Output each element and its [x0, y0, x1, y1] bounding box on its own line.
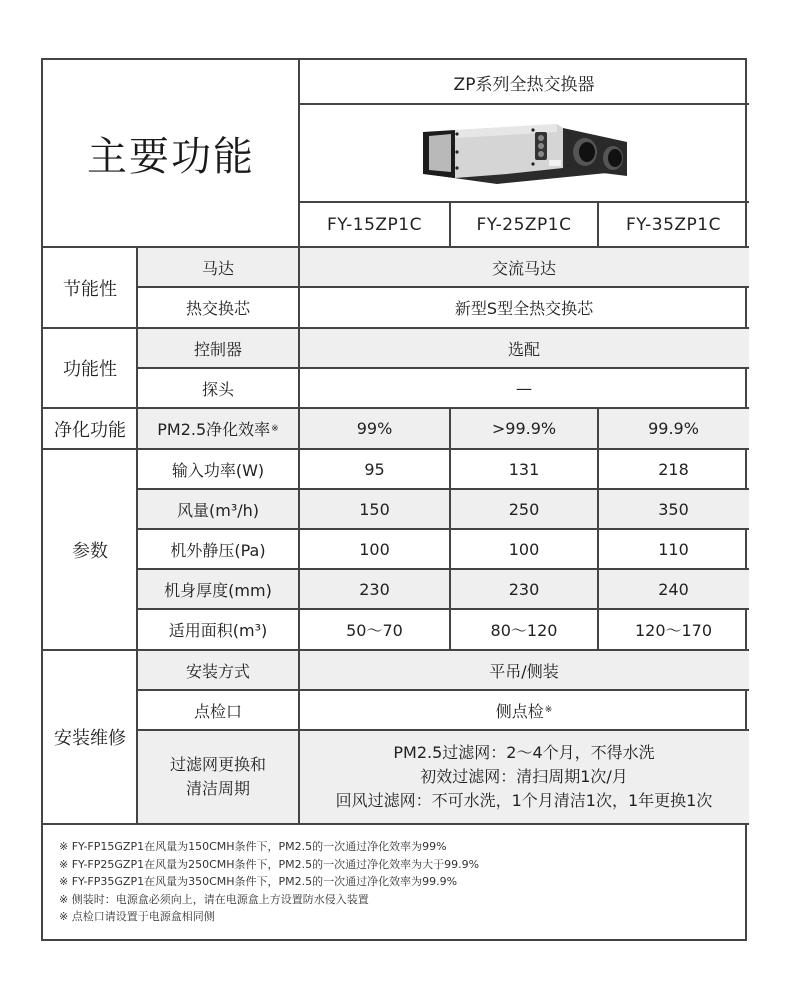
- row-value-install-method: 平吊/侧装: [489, 661, 559, 681]
- group-install-label: 安装维修: [54, 728, 126, 749]
- row-label-inspection: 点检口: [193, 701, 242, 721]
- thickness-value-2: 230: [508, 579, 540, 599]
- row-value-inspection: [299, 690, 749, 730]
- thickness-value-3: 240: [658, 579, 689, 599]
- model-header-3: FY-35ZP1C: [626, 214, 721, 235]
- footnote-mark: ※: [544, 705, 553, 715]
- group-params-label: 参数: [72, 540, 108, 562]
- filter-line-pm25: PM2.5过滤网：2～4个月，不得水洗: [393, 743, 655, 762]
- divider: [137, 689, 749, 691]
- footnote-4: ※ 侧装时：电源盒必须向上，请在电源盒上方设置防水侵入装置: [59, 892, 369, 906]
- model-header-1: FY-15ZP1C: [327, 214, 422, 235]
- row-label-airflow: 风量(m³/h): [176, 500, 260, 520]
- model-header-2: FY-25ZP1C: [476, 214, 572, 235]
- pm25-value-3: 99.9%: [648, 419, 699, 438]
- row-label-thickness: 机身厚度(mm): [164, 580, 272, 600]
- pressure-value-3: 110: [658, 539, 689, 559]
- row-value-probe: —: [516, 378, 532, 398]
- divider: [137, 608, 749, 610]
- divider: [43, 649, 749, 651]
- footnote-3: ※ FY-FP35GZP1在风量为350CMH条件下，PM2.5的一次通过净化效率为99.9%: [59, 875, 458, 888]
- divider: [597, 202, 599, 247]
- divider: [136, 247, 138, 824]
- product-image-cell: [299, 104, 749, 202]
- airflow-value-2: 250: [508, 499, 540, 519]
- divider: [43, 246, 749, 248]
- divider: [137, 528, 749, 530]
- footnote-5: ※ 点检口请设置于电源盒相同侧: [59, 910, 215, 923]
- power-value-1: 95: [364, 459, 385, 479]
- row-value-motor: 交流马达: [491, 258, 556, 278]
- row-label-static-pressure: 机外静压(Pa): [170, 540, 266, 560]
- divider: [137, 488, 749, 490]
- group-energy-label: 节能性: [63, 278, 117, 300]
- group-function-label: 功能性: [63, 359, 117, 380]
- divider: [299, 103, 749, 105]
- inspection-value-text: 侧点检: [495, 701, 544, 721]
- row-label-motor: 马达: [201, 258, 234, 278]
- row-label-core: 热交换芯: [185, 299, 250, 318]
- divider: [43, 327, 749, 329]
- row-value-controller: 选配: [507, 339, 540, 359]
- airflow-value-3: 350: [658, 499, 689, 519]
- power-value-3: 218: [658, 459, 689, 479]
- power-value-2: 131: [508, 459, 540, 479]
- pressure-value-2: 100: [508, 539, 540, 559]
- divider: [299, 201, 749, 203]
- filter-line-return: 回风过滤网：不可水洗，1个月清洁1次，1年更换1次: [335, 791, 713, 810]
- row-label-install-method: 安装方式: [185, 661, 250, 681]
- footnote-mark: ※: [271, 423, 279, 434]
- divider: [43, 407, 749, 409]
- footnote-2: ※ FY-FP25GZP1在风量为250CMH条件下，PM2.5的一次通过净化效率为大于99.9%: [59, 857, 480, 871]
- footnote-1: ※ FY-FP15GZP1在风量为150CMH条件下，PM2.5的一次通过净化效率为99%: [59, 840, 447, 853]
- area-value-2: 80～120: [490, 621, 558, 640]
- row-value-core: 新型S型全热交换芯: [454, 299, 594, 318]
- pm25-value-2: >99.9%: [491, 419, 557, 438]
- row-label-probe: 探头: [201, 379, 234, 399]
- area-value-1: 50～70: [346, 621, 403, 640]
- divider: [137, 568, 749, 570]
- divider: [43, 448, 749, 450]
- divider: [137, 286, 749, 288]
- divider: [298, 60, 300, 824]
- divider: [137, 367, 749, 369]
- pressure-value-1: 100: [359, 539, 390, 559]
- airflow-value-1: 150: [359, 499, 390, 519]
- pm25-value-1: 99%: [356, 419, 393, 438]
- spec-table: [41, 58, 747, 941]
- row-label-controller: 控制器: [193, 339, 242, 359]
- group-purify-label: 净化功能: [54, 419, 126, 441]
- divider: [137, 729, 749, 731]
- row-label-area: 适用面积(m³): [168, 621, 268, 640]
- series-title: ZP系列全热交换器: [453, 74, 595, 95]
- row-label-pm25: [137, 408, 299, 449]
- row-value-filter-cycle: [299, 730, 749, 824]
- thickness-value-1: 230: [359, 579, 390, 599]
- filter-label-line-2: 清洁周期: [185, 779, 250, 798]
- filter-label-line-1: 过滤网更换和: [169, 755, 266, 774]
- divider: [449, 202, 451, 247]
- row-label-filter-cycle: [137, 730, 299, 824]
- heat-exchanger-unit-image: [417, 122, 639, 190]
- row-label-power: 输入功率(W): [171, 460, 265, 480]
- pm25-label-text: PM2.5净化效率: [157, 420, 271, 439]
- page-title: 主要功能: [87, 134, 255, 180]
- area-value-3: 120～170: [634, 621, 713, 640]
- footnotes: [43, 824, 745, 926]
- filter-line-primary: 初效过滤网：清扫周期1次/月: [420, 767, 628, 786]
